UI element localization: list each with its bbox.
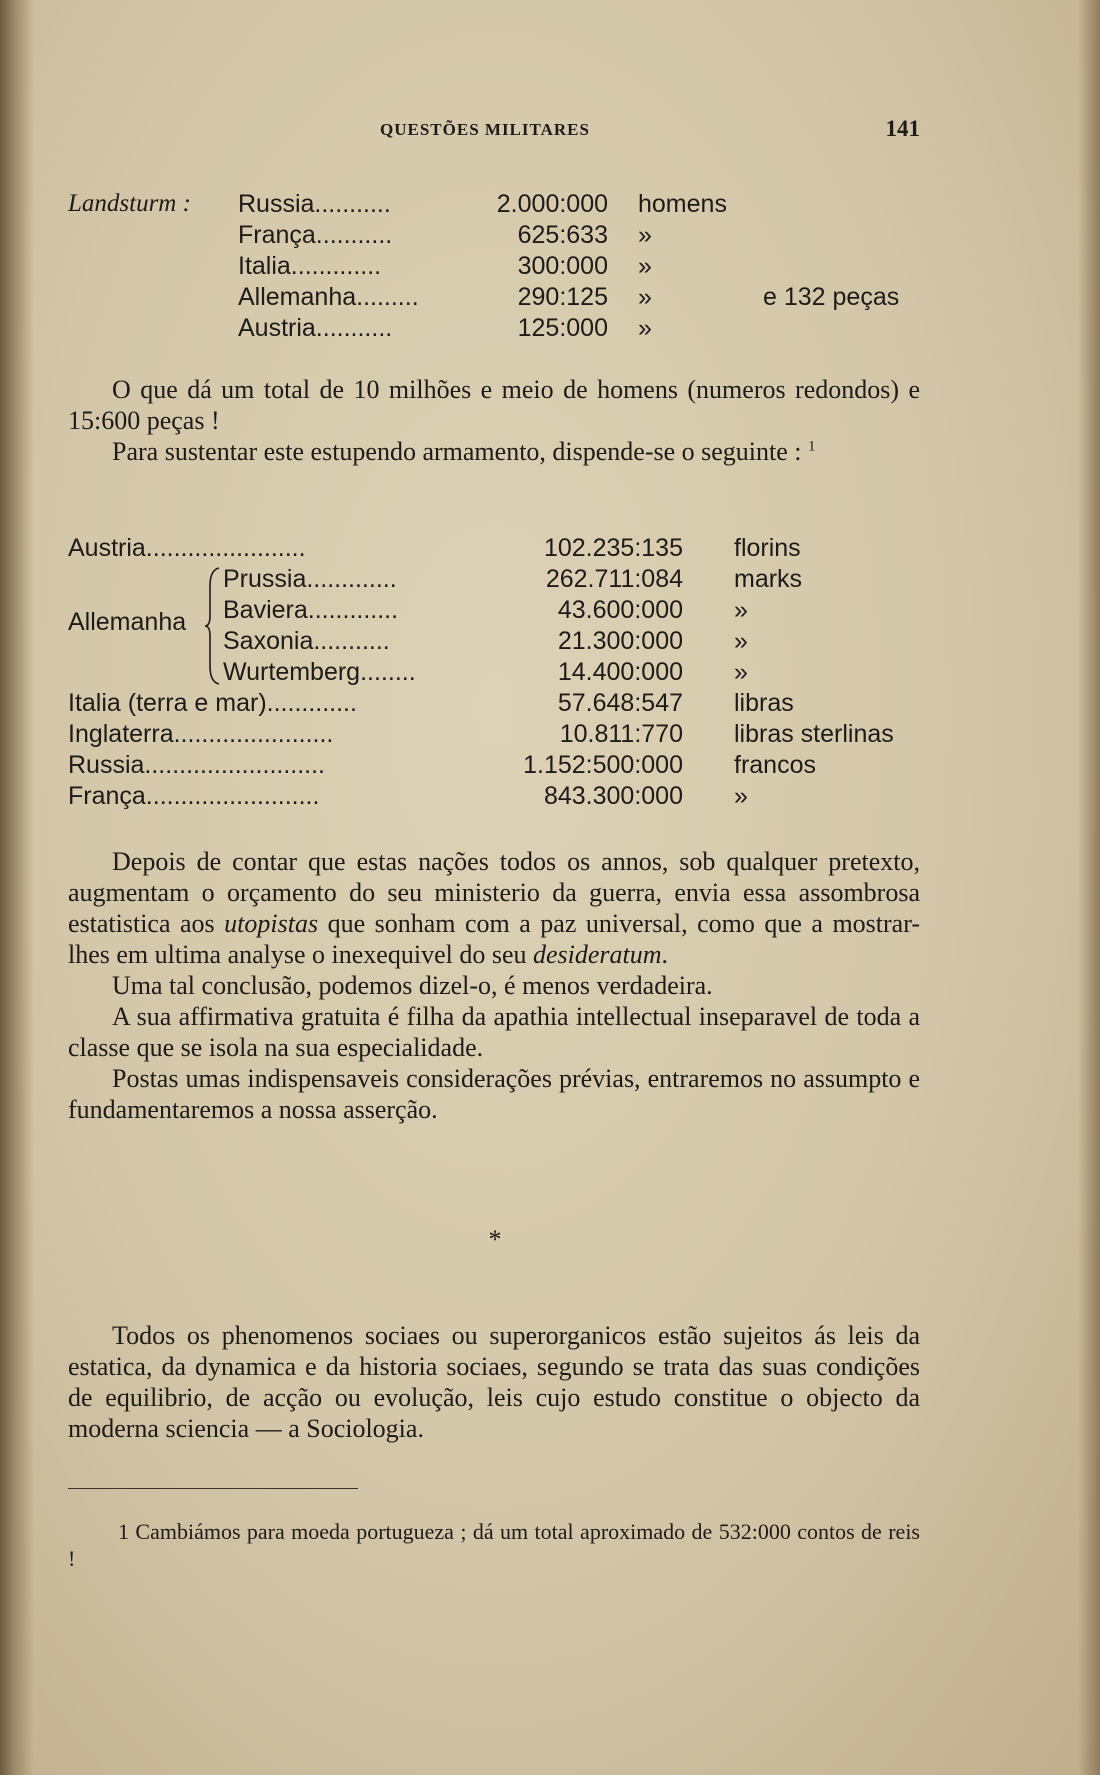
table-country: Austria........... — [238, 314, 393, 342]
table-value: 125:000 — [517, 314, 608, 342]
paragraph-line: Uma tal conclusão, podemos dizel-o, é menos verdadeira. — [112, 971, 713, 1000]
footnote-divider — [68, 1488, 358, 1489]
table-unit: marks — [734, 565, 803, 593]
paragraph-text: Depois de contar que estas nações todos os annos, sob qualquer pretexto, augmentam o orçamento do seu ministerio da guerra, envia essa assombrosa estatistica aos — [68, 847, 920, 938]
paragraph-text: Para sustentar este estupendo armamento, dispende-se o seguinte : — [112, 437, 802, 466]
footnote-marker: 1 — [118, 1519, 129, 1544]
paragraph-text: que sonham com a paz universal, como que a mostrar-lhes em ultima analyse o inexequivel do seu — [68, 909, 921, 969]
table-value: 2.000:000 — [496, 190, 608, 218]
table-country: Russia.......................... — [68, 751, 326, 779]
table-value: 262.711:084 — [545, 565, 683, 593]
allemanha-group-label: Allemanha — [68, 608, 187, 636]
table-unit: libras sterlinas — [734, 720, 894, 748]
paragraph-total — [68, 374, 920, 467]
table-value: 625:633 — [517, 221, 608, 249]
table-country: Russia........... — [238, 190, 391, 218]
table-unit: florins — [734, 534, 801, 562]
brace-icon — [204, 566, 222, 686]
footnote-text: Cambiámos para moeda portugueza ; dá um total aproximado de 532:000 contos de reis ! — [68, 1519, 920, 1571]
table-unit: » — [734, 658, 748, 686]
table-value: 290:125 — [517, 283, 608, 311]
footnote — [68, 1518, 920, 1572]
paragraph-body — [68, 846, 920, 1125]
paragraph-line: A sua affirmativa gratuita é filha da apathia intellectual inseparavel de toda a classe que se isola na sua especialidade. — [68, 1002, 920, 1062]
table-value: 102.235:135 — [543, 534, 683, 562]
table-value: 14.400:000 — [557, 658, 683, 686]
table-unit: » — [734, 782, 748, 810]
page-number: 141 — [885, 116, 920, 141]
table-value: 43.600:000 — [557, 596, 683, 624]
table-country: Italia............. — [238, 252, 382, 280]
paragraph-text: . — [661, 940, 669, 969]
table-unit: » — [734, 627, 748, 655]
table-unit: libras — [734, 689, 794, 717]
paragraph-statistics — [68, 846, 920, 970]
table-value: 300:000 — [517, 252, 608, 280]
italic-term: utopistas — [224, 909, 319, 938]
table-country: França........... — [238, 221, 393, 249]
paragraph-line: O que dá um total de 10 milhões e meio de homens (numeros redondos) e 15:600 peças ! — [68, 375, 920, 435]
table-value: 57.648:547 — [557, 689, 683, 717]
table-extra: e 132 peças — [763, 283, 900, 311]
section-asterisk: * — [488, 1225, 502, 1254]
page-edge-shadow-left — [0, 0, 34, 1775]
landsturm-label: Landsturm : — [68, 190, 191, 217]
table-country: Allemanha......... — [238, 283, 419, 311]
paragraph-line: Postas umas indispensaveis considerações prévias, entraremos no assumpto e fundamentaremos a nossa asserção. — [68, 1064, 920, 1124]
table-unit: francos — [734, 751, 816, 779]
page-edge-shadow-right — [1078, 0, 1100, 1775]
table-subcountry: Wurtemberg........ — [223, 658, 416, 686]
table-country: França......................... — [68, 782, 320, 810]
table-unit: homens — [638, 190, 727, 218]
table-value: 843.300:000 — [543, 782, 683, 810]
table-value: 21.300:000 — [557, 627, 683, 655]
table-unit: » — [638, 252, 652, 280]
paragraph-sociology — [68, 1320, 920, 1444]
table-subcountry: Prussia............. — [223, 565, 397, 593]
table-unit: » — [638, 221, 652, 249]
table-unit: » — [638, 283, 652, 311]
table-subcountry: Baviera............. — [223, 596, 399, 624]
footnote-line — [68, 1518, 920, 1572]
table-unit: » — [734, 596, 748, 624]
table-subcountry: Saxonia........... — [223, 627, 390, 655]
table-unit: » — [638, 314, 652, 342]
table-country: Austria....................... — [68, 534, 306, 562]
paragraph-line: Todos os phenomenos sociaes ou superorganicos estão sujeitos ás leis da estatica, da dynamica e da historia sociaes, segundo se trata das suas condições de equilibrio, de acção ou evolução, leis cujo estudo constitue o objecto da moderna sciencia — a Sociologia. — [68, 1321, 920, 1443]
footnote-ref: 1 — [808, 438, 816, 455]
table-country: Inglaterra....................... — [68, 720, 334, 748]
page-header — [68, 118, 920, 148]
table-country: Italia (terra e mar)............. — [68, 689, 357, 717]
running-head: QUESTÕES MILITARES — [380, 120, 590, 139]
italic-term: desideratum — [533, 940, 662, 969]
table-value: 10.811:770 — [559, 720, 683, 748]
table-value: 1.152:500:000 — [523, 751, 683, 779]
paragraph-line — [68, 436, 920, 467]
